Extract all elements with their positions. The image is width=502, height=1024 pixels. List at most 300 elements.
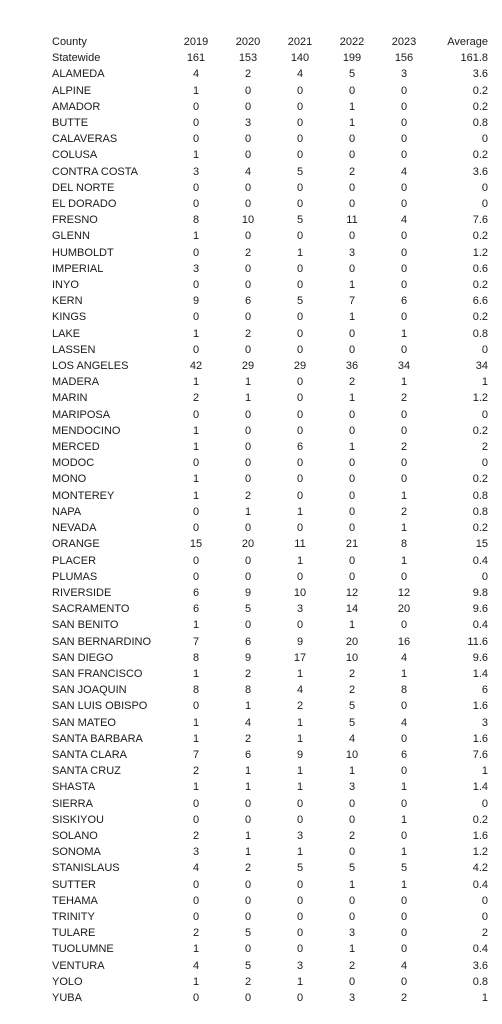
cell-2019: 0 <box>192 813 200 826</box>
cell-average: 1.2 <box>472 846 488 859</box>
cell-county: SISKIYOU <box>52 813 104 826</box>
cell-county: GLENN <box>52 230 90 243</box>
cell-average: 0.8 <box>472 975 488 988</box>
cell-2022: 1 <box>348 100 356 113</box>
cell-2021: 0 <box>296 522 304 535</box>
cell-2023: 5 <box>400 862 408 875</box>
cell-2019: 1 <box>192 424 200 437</box>
cell-average: 9.6 <box>472 603 488 616</box>
cell-2019: 1 <box>192 473 200 486</box>
header-2022: 2022 <box>339 36 365 48</box>
cell-2021: 1 <box>296 554 304 567</box>
cell-2020: 6 <box>244 748 252 761</box>
table-row <box>52 245 488 261</box>
cell-county: ALPINE <box>52 84 92 97</box>
cell-2023: 0 <box>400 311 408 324</box>
cell-2020: 1 <box>244 376 252 389</box>
cell-2019: 7 <box>192 748 200 761</box>
cell-average: 0 <box>481 797 488 810</box>
table-row <box>52 698 488 714</box>
table-row <box>52 455 488 471</box>
cell-2023: 0 <box>400 84 408 97</box>
cell-2019: 0 <box>192 133 200 146</box>
table-row <box>52 601 488 617</box>
cell-2020: 2 <box>244 862 252 875</box>
table-row <box>52 358 488 374</box>
cell-2020: 0 <box>244 619 252 632</box>
cell-2019: 0 <box>192 991 200 1004</box>
cell-2021: 0 <box>296 943 304 956</box>
cell-2020: 153 <box>238 52 258 65</box>
cell-average: 1 <box>481 765 488 778</box>
cell-2019: 8 <box>192 214 200 227</box>
cell-average: 6.6 <box>472 295 488 308</box>
cell-2019: 1 <box>192 781 200 794</box>
cell-county: YOLO <box>52 975 83 988</box>
cell-2021: 0 <box>296 991 304 1004</box>
cell-2022: 36 <box>345 360 359 373</box>
table-row <box>52 682 488 698</box>
cell-county: HUMBOLDT <box>52 246 114 259</box>
cell-2022: 5 <box>348 700 356 713</box>
cell-2020: 0 <box>244 84 252 97</box>
table-row <box>52 747 488 763</box>
cell-2020: 0 <box>244 813 252 826</box>
cell-2023: 0 <box>400 943 408 956</box>
cell-2019: 0 <box>192 408 200 421</box>
cell-2022: 0 <box>348 846 356 859</box>
cell-2023: 8 <box>400 538 408 551</box>
table-row <box>52 536 488 552</box>
cell-county: FRESNO <box>52 214 98 227</box>
cell-county: DEL NORTE <box>52 181 115 194</box>
table-row <box>52 553 488 569</box>
cell-2022: 0 <box>348 505 356 518</box>
table-row <box>52 585 488 601</box>
cell-county: PLUMAS <box>52 570 98 583</box>
cell-2022: 199 <box>342 52 362 65</box>
table-row <box>52 925 488 941</box>
cell-county: TULARE <box>52 927 96 940</box>
cell-2022: 0 <box>348 570 356 583</box>
cell-county: TEHAMA <box>52 894 98 907</box>
cell-2020: 0 <box>244 878 252 891</box>
cell-2023: 1 <box>400 489 408 502</box>
cell-2019: 4 <box>192 862 200 875</box>
cell-2022: 1 <box>348 943 356 956</box>
cell-2020: 1 <box>244 829 252 842</box>
cell-2020: 0 <box>244 311 252 324</box>
table-row <box>52 796 488 812</box>
cell-2020: 0 <box>244 262 252 275</box>
cell-county: SONOMA <box>52 846 101 859</box>
cell-2019: 1 <box>192 84 200 97</box>
cell-2021: 10 <box>293 586 307 599</box>
cell-average: 0.4 <box>472 554 488 567</box>
cell-2022: 4 <box>348 732 356 745</box>
cell-average: 0.4 <box>472 878 488 891</box>
cell-county: SAN LUIS OBISPO <box>52 700 148 713</box>
cell-2020: 10 <box>241 214 255 227</box>
cell-2020: 0 <box>244 943 252 956</box>
cell-2022: 1 <box>348 619 356 632</box>
cell-2020: 0 <box>244 343 252 356</box>
cell-2022: 3 <box>348 246 356 259</box>
cell-2021: 1 <box>296 667 304 680</box>
cell-2020: 0 <box>244 554 252 567</box>
cell-county: MERCED <box>52 441 100 454</box>
table-row <box>52 909 488 925</box>
cell-2020: 2 <box>244 246 252 259</box>
cell-2019: 0 <box>192 797 200 810</box>
cell-2023: 8 <box>400 684 408 697</box>
cell-2022: 5 <box>348 862 356 875</box>
cell-2023: 0 <box>400 570 408 583</box>
cell-2023: 1 <box>400 522 408 535</box>
table-row <box>52 423 488 439</box>
cell-2021: 1 <box>296 846 304 859</box>
cell-2020: 5 <box>244 603 252 616</box>
cell-2020: 6 <box>244 635 252 648</box>
cell-2022: 1 <box>348 392 356 405</box>
cell-county: SAN BERNARDINO <box>52 635 152 648</box>
table-row <box>52 488 488 504</box>
cell-2020: 9 <box>244 586 252 599</box>
table-row <box>52 326 488 342</box>
cell-county: MENDOCINO <box>52 424 121 437</box>
cell-2021: 1 <box>296 716 304 729</box>
cell-average: 7.6 <box>472 214 488 227</box>
cell-county: IMPERIAL <box>52 262 104 275</box>
cell-2021: 0 <box>296 84 304 97</box>
cell-2022: 0 <box>348 408 356 421</box>
cell-2019: 0 <box>192 311 200 324</box>
cell-2022: 1 <box>348 311 356 324</box>
cell-2021: 140 <box>290 52 310 65</box>
cell-2023: 1 <box>400 781 408 794</box>
cell-2023: 0 <box>400 149 408 162</box>
table-row <box>52 860 488 876</box>
cell-2022: 0 <box>348 473 356 486</box>
cell-2023: 0 <box>400 927 408 940</box>
cell-average: 1.2 <box>472 392 488 405</box>
cell-2019: 6 <box>192 586 200 599</box>
cell-average: 0.6 <box>472 262 488 275</box>
cell-2023: 1 <box>400 327 408 340</box>
cell-2022: 0 <box>348 910 356 923</box>
cell-2022: 1 <box>348 441 356 454</box>
cell-2021: 0 <box>296 311 304 324</box>
cell-2021: 0 <box>296 343 304 356</box>
cell-2023: 0 <box>400 473 408 486</box>
table-row <box>52 990 488 1006</box>
cell-2021: 6 <box>296 441 304 454</box>
cell-2021: 0 <box>296 894 304 907</box>
cell-2023: 6 <box>400 748 408 761</box>
cell-2022: 20 <box>345 635 359 648</box>
cell-average: 0.2 <box>472 84 488 97</box>
cell-average: 11.6 <box>467 635 488 648</box>
table-row <box>52 50 488 66</box>
cell-2023: 0 <box>400 424 408 437</box>
header-average: Average <box>447 36 488 48</box>
cell-2020: 6 <box>244 295 252 308</box>
table-row <box>52 83 488 99</box>
header-county: County <box>52 36 87 48</box>
cell-2022: 0 <box>348 457 356 470</box>
header-2023: 2023 <box>391 36 417 48</box>
cell-2023: 0 <box>400 133 408 146</box>
cell-2021: 2 <box>296 700 304 713</box>
cell-average: 0.2 <box>472 522 488 535</box>
cell-2019: 0 <box>192 700 200 713</box>
cell-2021: 1 <box>296 975 304 988</box>
cell-average: 1 <box>481 376 488 389</box>
cell-2023: 0 <box>400 198 408 211</box>
cell-county: MODOC <box>52 457 95 470</box>
cell-2023: 0 <box>400 262 408 275</box>
cell-2023: 0 <box>400 100 408 113</box>
cell-county: SUTTER <box>52 878 96 891</box>
table-row <box>52 374 488 390</box>
cell-average: 0.8 <box>472 327 488 340</box>
cell-2021: 1 <box>296 246 304 259</box>
cell-2021: 1 <box>296 505 304 518</box>
cell-2022: 10 <box>345 748 359 761</box>
cell-2019: 1 <box>192 619 200 632</box>
cell-2020: 2 <box>244 68 252 81</box>
cell-2019: 0 <box>192 910 200 923</box>
cell-county: ORANGE <box>52 538 100 551</box>
cell-2023: 156 <box>394 52 414 65</box>
cell-average: 0.2 <box>472 813 488 826</box>
cell-county: NEVADA <box>52 522 97 535</box>
cell-2020: 0 <box>244 198 252 211</box>
cell-2023: 0 <box>400 765 408 778</box>
cell-2021: 3 <box>296 603 304 616</box>
cell-county: SHASTA <box>52 781 96 794</box>
cell-average: 1.2 <box>472 246 488 259</box>
cell-2020: 1 <box>244 505 252 518</box>
cell-county: LASSEN <box>52 343 96 356</box>
cell-2022: 3 <box>348 927 356 940</box>
cell-2023: 1 <box>400 878 408 891</box>
cell-2019: 1 <box>192 230 200 243</box>
cell-2022: 21 <box>345 538 359 551</box>
table-row <box>52 877 488 893</box>
cell-2020: 0 <box>244 457 252 470</box>
cell-2022: 0 <box>348 84 356 97</box>
cell-2020: 0 <box>244 441 252 454</box>
cell-average: 0 <box>481 343 488 356</box>
cell-county: LAKE <box>52 327 81 340</box>
table-row <box>52 844 488 860</box>
table-row <box>52 893 488 909</box>
cell-2022: 0 <box>348 975 356 988</box>
cell-2021: 0 <box>296 408 304 421</box>
cell-2022: 11 <box>346 214 358 227</box>
table-row <box>52 617 488 633</box>
cell-2019: 0 <box>192 181 200 194</box>
cell-2019: 0 <box>192 570 200 583</box>
cell-2021: 0 <box>296 473 304 486</box>
cell-2021: 0 <box>296 910 304 923</box>
cell-2019: 1 <box>192 149 200 162</box>
cell-county: AMADOR <box>52 100 101 113</box>
cell-average: 0.2 <box>472 311 488 324</box>
cell-2019: 2 <box>192 765 200 778</box>
cell-average: 0.4 <box>472 943 488 956</box>
cell-average: 15 <box>475 538 488 551</box>
cell-average: 0 <box>481 408 488 421</box>
cell-2022: 0 <box>348 554 356 567</box>
cell-2022: 12 <box>345 586 359 599</box>
cell-2019: 0 <box>192 117 200 130</box>
cell-2021: 17 <box>293 651 307 664</box>
county-table <box>52 34 488 1006</box>
cell-2019: 0 <box>192 457 200 470</box>
table-row <box>52 958 488 974</box>
cell-2023: 0 <box>400 408 408 421</box>
cell-2019: 1 <box>192 667 200 680</box>
cell-2023: 3 <box>400 68 408 81</box>
cell-2023: 2 <box>400 441 408 454</box>
cell-average: 2 <box>481 441 488 454</box>
cell-2021: 11 <box>294 538 306 551</box>
cell-2021: 0 <box>296 327 304 340</box>
cell-2020: 1 <box>244 846 252 859</box>
cell-2019: 0 <box>192 343 200 356</box>
cell-2021: 0 <box>296 117 304 130</box>
cell-average: 161.8 <box>460 52 488 65</box>
cell-average: 1.4 <box>472 667 488 680</box>
cell-2023: 6 <box>400 295 408 308</box>
cell-county: SANTA CLARA <box>52 748 127 761</box>
cell-county: CALAVERAS <box>52 133 118 146</box>
cell-2022: 0 <box>348 813 356 826</box>
cell-2022: 0 <box>348 262 356 275</box>
cell-county: NAPA <box>52 505 82 518</box>
cell-2021: 1 <box>296 765 304 778</box>
cell-2021: 0 <box>296 392 304 405</box>
cell-2022: 0 <box>348 894 356 907</box>
cell-2022: 3 <box>348 781 356 794</box>
cell-average: 0 <box>481 570 488 583</box>
cell-county: STANISLAUS <box>52 862 120 875</box>
cell-2021: 0 <box>296 133 304 146</box>
cell-2021: 0 <box>296 457 304 470</box>
cell-2023: 1 <box>400 554 408 567</box>
cell-2019: 1 <box>192 327 200 340</box>
cell-2020: 0 <box>244 424 252 437</box>
cell-2021: 0 <box>296 181 304 194</box>
cell-average: 1.4 <box>472 781 488 794</box>
cell-average: 0.4 <box>472 619 488 632</box>
cell-2020: 0 <box>244 230 252 243</box>
cell-2023: 4 <box>400 959 408 972</box>
cell-2019: 8 <box>192 651 200 664</box>
cell-2019: 161 <box>186 52 206 65</box>
cell-average: 0.2 <box>472 100 488 113</box>
cell-2022: 3 <box>348 991 356 1004</box>
cell-county: Statewide <box>52 52 101 65</box>
table-row <box>52 228 488 244</box>
cell-2022: 7 <box>348 295 356 308</box>
table-row <box>52 569 488 585</box>
cell-2021: 1 <box>296 732 304 745</box>
cell-2019: 1 <box>192 943 200 956</box>
cell-county: SIERRA <box>52 797 93 810</box>
cell-2020: 0 <box>244 100 252 113</box>
cell-2023: 0 <box>400 910 408 923</box>
cell-2021: 4 <box>296 684 304 697</box>
cell-2020: 0 <box>244 149 252 162</box>
table-row <box>52 293 488 309</box>
cell-2019: 1 <box>192 441 200 454</box>
cell-2023: 0 <box>400 457 408 470</box>
cell-2023: 0 <box>400 246 408 259</box>
cell-county: SANTA BARBARA <box>52 732 143 745</box>
cell-2023: 4 <box>400 214 408 227</box>
table-row <box>52 342 488 358</box>
cell-average: 0 <box>481 894 488 907</box>
cell-2023: 0 <box>400 797 408 810</box>
cell-2023: 34 <box>397 360 411 373</box>
table-row <box>52 634 488 650</box>
cell-county: MONTEREY <box>52 489 115 502</box>
cell-2023: 20 <box>397 603 411 616</box>
cell-2021: 3 <box>296 959 304 972</box>
cell-2023: 1 <box>400 667 408 680</box>
cell-2023: 0 <box>400 700 408 713</box>
table-row <box>52 974 488 990</box>
table-row <box>52 277 488 293</box>
cell-2021: 0 <box>296 878 304 891</box>
cell-2020: 2 <box>244 667 252 680</box>
cell-2020: 0 <box>244 570 252 583</box>
cell-2022: 1 <box>348 878 356 891</box>
cell-2019: 9 <box>192 295 200 308</box>
cell-2023: 0 <box>400 619 408 632</box>
cell-county: SAN DIEGO <box>52 651 114 664</box>
cell-2022: 2 <box>348 959 356 972</box>
cell-2020: 5 <box>244 927 252 940</box>
cell-average: 0 <box>481 910 488 923</box>
cell-2022: 0 <box>348 489 356 502</box>
cell-2021: 9 <box>296 748 304 761</box>
table-row <box>52 407 488 423</box>
cell-county: RIVERSIDE <box>52 586 112 599</box>
table-row <box>52 763 488 779</box>
cell-county: SAN BENITO <box>52 619 119 632</box>
cell-2023: 0 <box>400 732 408 745</box>
cell-2021: 0 <box>296 149 304 162</box>
cell-county: MONO <box>52 473 87 486</box>
table-row <box>52 941 488 957</box>
cell-2022: 0 <box>348 133 356 146</box>
cell-2020: 0 <box>244 408 252 421</box>
cell-2022: 2 <box>348 376 356 389</box>
cell-2021: 0 <box>296 927 304 940</box>
cell-average: 0 <box>481 198 488 211</box>
cell-2019: 0 <box>192 894 200 907</box>
cell-2020: 20 <box>241 538 255 551</box>
cell-county: YUBA <box>52 991 82 1004</box>
cell-2023: 0 <box>400 894 408 907</box>
cell-2021: 0 <box>296 279 304 292</box>
cell-county: VENTURA <box>52 959 105 972</box>
cell-2021: 4 <box>296 68 304 81</box>
